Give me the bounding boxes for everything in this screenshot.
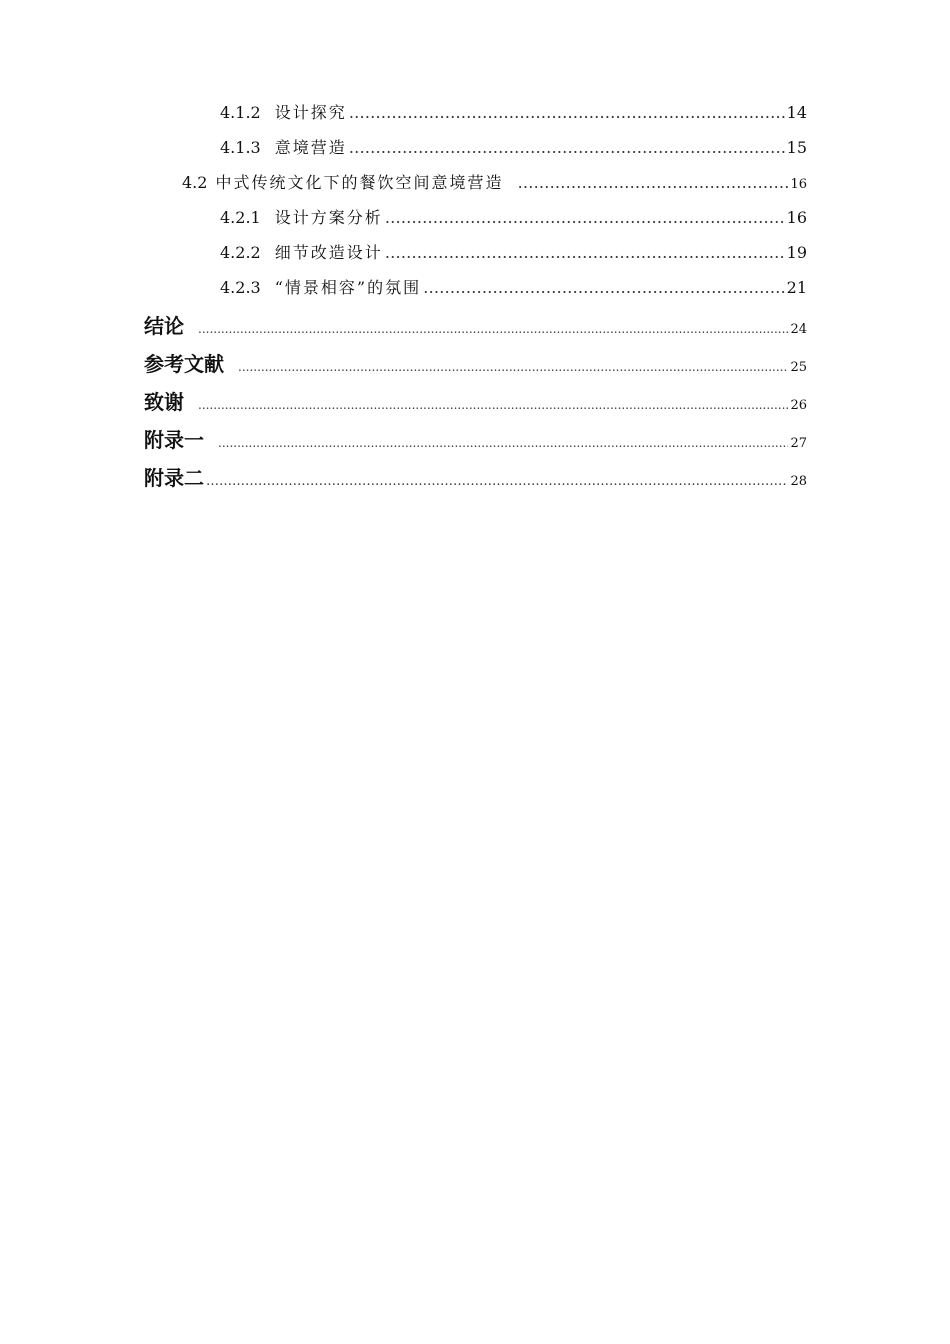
toc-chapter-title: 结论 <box>144 314 184 338</box>
toc-entry-4-2-1[interactable] <box>220 205 807 228</box>
toc-leader <box>385 243 785 262</box>
toc-leader <box>517 173 788 192</box>
toc-section-number: 4.1.3 <box>220 138 261 157</box>
toc-entry-label <box>220 205 383 228</box>
toc-entry-references[interactable] <box>144 348 807 377</box>
toc-entry-appendix-2[interactable] <box>144 462 807 491</box>
toc-page-number: 16 <box>790 177 807 192</box>
toc-section-title: 细节改造设计 <box>274 243 383 262</box>
toc-page-number: 26 <box>790 398 807 413</box>
toc-page-number: 21 <box>786 278 807 297</box>
toc-section-number: 4.2.1 <box>220 208 261 227</box>
toc-leader <box>349 103 785 122</box>
toc-section-number: 4.1.2 <box>220 103 261 122</box>
toc-entry-label <box>182 170 503 193</box>
toc-entry-label <box>220 240 383 263</box>
toc-leader <box>206 474 788 489</box>
toc-entry-appendix-1[interactable] <box>144 424 807 453</box>
toc-chapter-title: 附录二 <box>144 466 204 490</box>
toc-section-number: 4.2.2 <box>220 243 261 262</box>
toc-chapter-title: 致谢 <box>144 390 184 414</box>
toc-section-title: 意境营造 <box>274 138 347 157</box>
toc-entry-conclusion[interactable] <box>144 310 807 339</box>
toc-leader <box>385 208 785 227</box>
toc-page-number: 16 <box>786 208 807 227</box>
toc-entry-label <box>220 100 347 123</box>
toc-page-number: 27 <box>790 436 807 451</box>
toc-page-number: 28 <box>790 474 807 489</box>
toc-page-number: 25 <box>790 360 807 375</box>
toc-leader <box>218 436 788 450</box>
toc-entry-4-1-3[interactable] <box>220 135 807 158</box>
toc-leader <box>423 278 785 297</box>
toc-page-number: 15 <box>786 138 807 157</box>
toc-section-title: 设计探究 <box>274 103 347 122</box>
toc-entry-acknowledgements[interactable] <box>144 386 807 415</box>
toc-section-title: “情景相容”的氛围 <box>274 278 422 297</box>
toc-entry-label <box>220 275 421 298</box>
toc-section-title: 设计方案分析 <box>274 208 383 227</box>
toc-entry-4-2-2[interactable] <box>220 240 807 263</box>
toc-entry-label <box>220 135 347 158</box>
toc-entry-4-2[interactable] <box>182 170 807 193</box>
toc-page-number: 24 <box>790 322 807 337</box>
toc-leader <box>238 360 788 374</box>
toc-chapter-title: 参考文献 <box>144 352 224 376</box>
toc-leader <box>198 398 788 412</box>
toc-chapter-title: 附录一 <box>144 428 204 452</box>
toc-section-number: 4.2 <box>182 173 208 192</box>
toc-section-number: 4.2.3 <box>220 278 261 297</box>
toc-entry-4-1-2[interactable] <box>220 100 807 123</box>
toc-entry-4-2-3[interactable] <box>220 275 807 298</box>
toc-leader <box>198 322 788 336</box>
toc-leader <box>349 138 785 157</box>
toc-page-number: 14 <box>786 103 807 122</box>
toc-page-number: 19 <box>786 243 807 262</box>
toc-section-title: 中式传统文化下的餐饮空间意境营造 <box>215 173 504 192</box>
